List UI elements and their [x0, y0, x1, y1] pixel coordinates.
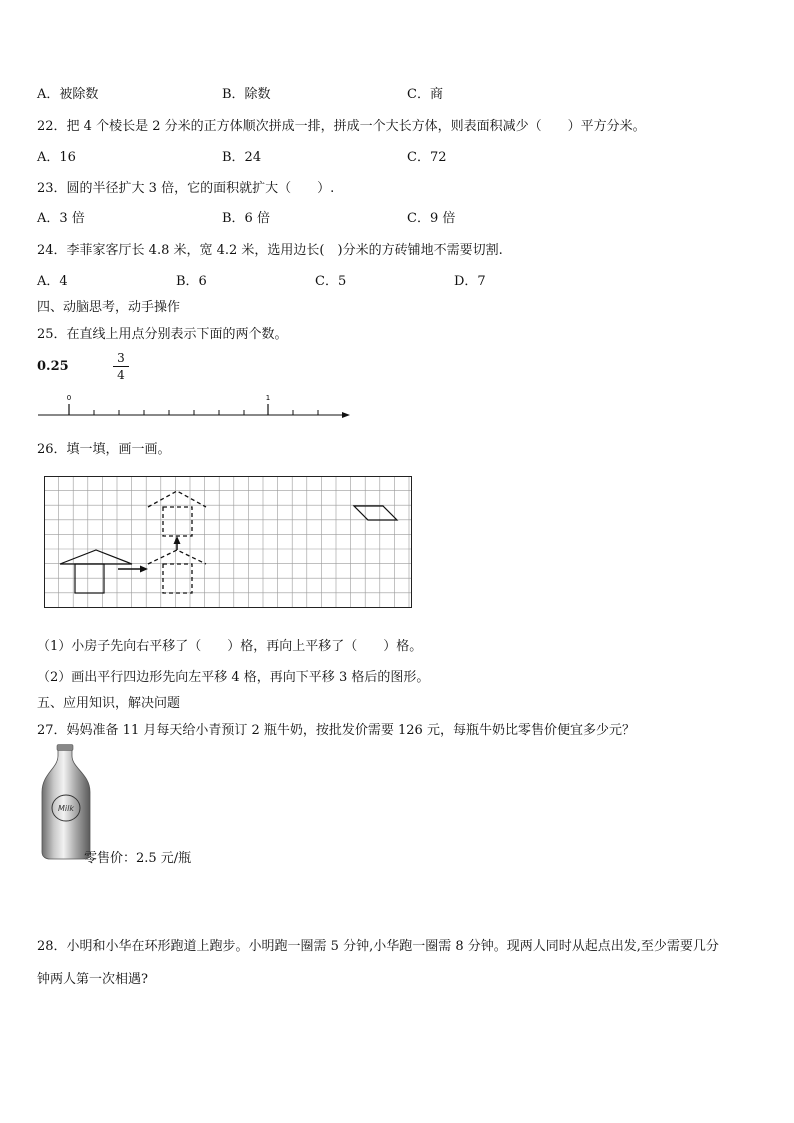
q26-stem: 26．填一填，画一画。: [37, 442, 171, 457]
q25-number-decimal: 0.25: [37, 359, 69, 374]
tick-label-0: 0: [66, 394, 72, 402]
q21-option-b: B．除数: [222, 87, 271, 102]
q24-stem: 24．李菲家客厅长 4.8 米，宽 4.2 米，选用边长( )分米的方砖铺地不需要切割.: [37, 243, 503, 258]
q24-option-c: C．5: [315, 274, 347, 289]
q22-option-b: B．24: [222, 150, 262, 165]
q25-fraction-numerator: 3: [117, 351, 125, 365]
bottle-label: Milk: [58, 804, 74, 813]
house-dashed-upper: [148, 491, 206, 536]
arrow-up-icon: [174, 536, 181, 550]
grid-border: [45, 477, 412, 608]
fraction-bar: [113, 366, 129, 367]
q23-stem: 23．圆的半径扩大 3 倍，它的面积就扩大（ ）.: [37, 181, 335, 196]
q24-option-b: B．6: [176, 274, 207, 289]
q26-sub1: （1）小房子先向右平移了（ ）格，再向上平移了（ ）格。: [37, 639, 423, 654]
section-5-heading: 五、应用知识，解决问题: [37, 696, 181, 711]
q25-fraction: [111, 351, 131, 382]
q22-option-c: C．72: [407, 150, 447, 165]
q28-stem-line1: 28．小明和小华在环形跑道上跑步。小明跑一圈需 5 分钟,小华跑一圈需 8 分钟。现两人同时从起点出发,至少需要几分: [37, 939, 719, 954]
house-original: [60, 550, 132, 593]
q21-option-c: C．商: [407, 87, 443, 102]
q28-stem-line2: 钟两人第一次相遇?: [37, 972, 148, 987]
q26-sub2: （2）画出平行四边形先向左平移 4 格，再向下平移 3 格后的图形。: [37, 670, 430, 685]
q22-option-a: A．16: [37, 150, 76, 165]
milk-bottle-image: [38, 744, 94, 860]
q23-option-b: B．6 倍: [222, 211, 270, 226]
parallelogram-shape: [354, 506, 397, 520]
q23-option-c: C．9 倍: [407, 211, 456, 226]
section-4-heading: 四、动脑思考，动手操作: [37, 300, 181, 315]
grid-lines: [44, 476, 412, 608]
arrow-right-icon: [118, 566, 148, 573]
number-line-ticks: [69, 404, 318, 415]
number-line-arrow: [342, 412, 350, 418]
q25-number-line: [30, 390, 355, 424]
q22-stem: 22．把 4 个棱长是 2 分米的正方体顺次拼成一排，拼成一个大长方体，则表面积减少（ ）平方分米。: [37, 119, 646, 134]
q24-option-a: A．4: [37, 274, 68, 289]
q26-grid-figure: [44, 476, 412, 608]
q25-stem: 25．在直线上用点分别表示下面的两个数。: [37, 327, 288, 342]
q25-fraction-denominator: 4: [117, 368, 125, 382]
q24-option-d: D．7: [454, 274, 486, 289]
q27-stem: 27．妈妈准备 11 月每天给小青预订 2 瓶牛奶，按批发价需要 126 元，每瓶牛奶比零售价便宜多少元？: [37, 723, 635, 738]
tick-label-1: 1: [265, 394, 271, 402]
q21-option-a: A．被除数: [37, 87, 99, 102]
house-dashed-lower: [148, 550, 206, 593]
q23-option-a: A．3 倍: [37, 211, 85, 226]
q27-retail-price: 零售价：2.5 元/瓶: [84, 851, 192, 866]
